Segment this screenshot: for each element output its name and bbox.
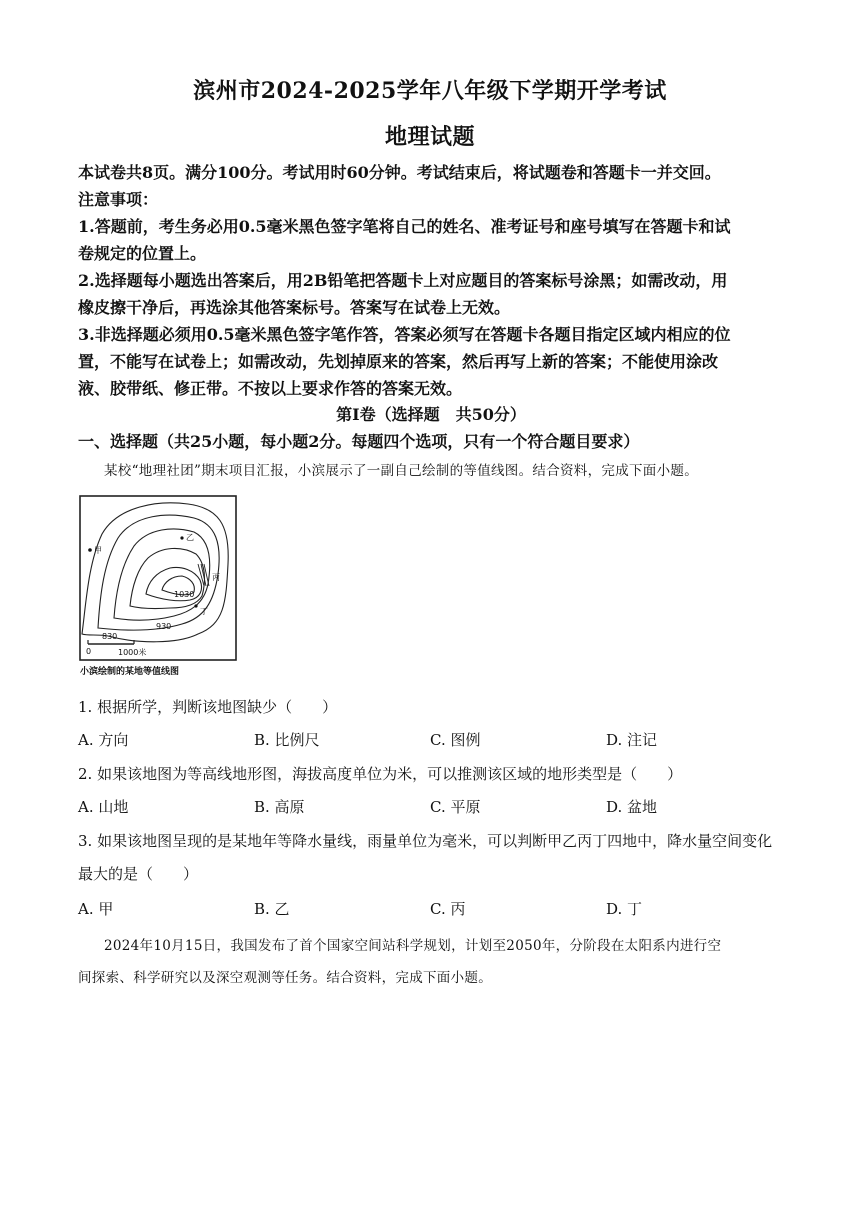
contour-value-930: 930 (156, 622, 172, 631)
exam-intro: 本试卷共8页。满分100分。考试用时60分钟。考试结束后，将试题卷和答题卡一并交回。 (78, 163, 721, 182)
notice-line-3: 2.选择题每小题选出答案后，用2B铅笔把答题卡上对应题目的答案标号涂黑；如需改动，用 (78, 271, 728, 290)
question-2-stem: 2. 如果该地图为等高线地形图，海拔高度单位为米，可以推测该区域的地形类型是（ ） (78, 765, 683, 783)
volume-title: 第Ⅰ卷（选择题 共50分） (336, 405, 526, 424)
contour-map-figure (78, 494, 238, 680)
q3-option-b[interactable]: B. 乙 (254, 900, 290, 918)
map-caption: 小滨绘制的某地等值线图 (80, 667, 180, 677)
q1-option-d[interactable]: D. 注记 (606, 731, 658, 749)
exam-subject-title: 地理试题 (384, 124, 475, 150)
q2-option-a[interactable]: A. 山地 (78, 798, 129, 816)
exam-title: 滨州市2024-2025学年八年级下学期开学考试 (193, 78, 667, 104)
q1-option-c[interactable]: C. 图例 (430, 731, 481, 749)
q3-option-d[interactable]: D. 丁 (606, 900, 643, 918)
point-label-ding: 丁 (200, 607, 208, 616)
point-label-yi: 乙 (186, 533, 194, 542)
notice-line-2: 卷规定的位置上。 (78, 244, 207, 263)
question-3-stem-line-2: 最大的是（ ） (78, 865, 199, 883)
notice-heading: 注意事项： (78, 190, 159, 209)
point-label-bing: 丙 (212, 573, 220, 582)
question-1-stem: 1. 根据所学，判断该地图缺少（ ） (78, 698, 338, 716)
q2-option-d[interactable]: D. 盆地 (606, 798, 658, 816)
notice-line-1: 1.答题前，考生务必用0.5毫米黑色签字笔将自己的姓名、准考证号和座号填写在答题卡和试 (78, 217, 731, 236)
notice-line-5: 3.非选择题必须用0.5毫米黑色签字笔作答，答案必须写在答题卡各题目指定区域内相应的位 (78, 325, 731, 344)
passage-2-line-2: 间探索、科学研究以及深空观测等任务。结合资料，完成下面小题。 (78, 970, 492, 986)
q1-option-a[interactable]: A. 方向 (78, 731, 129, 749)
notice-line-7: 液、胶带纸、修正带。不按以上要求作答的答案无效。 (78, 379, 463, 398)
scale-zero-label: 0 (86, 647, 92, 656)
q2-option-c[interactable]: C. 平原 (430, 798, 481, 816)
q3-option-c[interactable]: C. 丙 (430, 900, 466, 918)
q1-option-b[interactable]: B. 比例尺 (254, 731, 320, 749)
passage-2-line-1: 2024年10月15日，我国发布了首个国家空间站科学规划，计划至2050年，分阶段在太阳系内进行空 (104, 938, 722, 954)
q2-option-b[interactable]: B. 高原 (254, 798, 305, 816)
q3-option-a[interactable]: A. 甲 (78, 900, 114, 918)
point-label-jia: 甲 (94, 546, 102, 555)
contour-value-830: 830 (102, 632, 118, 641)
passage-1: 某校“地理社团”期末项目汇报，小滨展示了一副自己绘制的等值线图。结合资料，完成下面小题。 (104, 463, 699, 479)
part-title: 一、选择题（共25小题，每小题2分。每题四个选项，只有一个符合题目要求） (78, 432, 640, 451)
notice-line-4: 橡皮擦干净后，再选涂其他答案标号。答案写在试卷上无效。 (78, 298, 511, 317)
notice-line-6: 置，不能写在试卷上；如需改动，先划掉原来的答案，然后再写上新的答案；不能使用涂改 (78, 352, 719, 371)
scale-length-label: 1000米 (118, 648, 147, 657)
question-3-stem-line-1: 3. 如果该地图呈现的是某地年等降水量线，雨量单位为毫米，可以判断甲乙丙丁四地中，降水量空间变化 (78, 832, 773, 850)
contour-value-1030: 1030 (174, 590, 195, 599)
